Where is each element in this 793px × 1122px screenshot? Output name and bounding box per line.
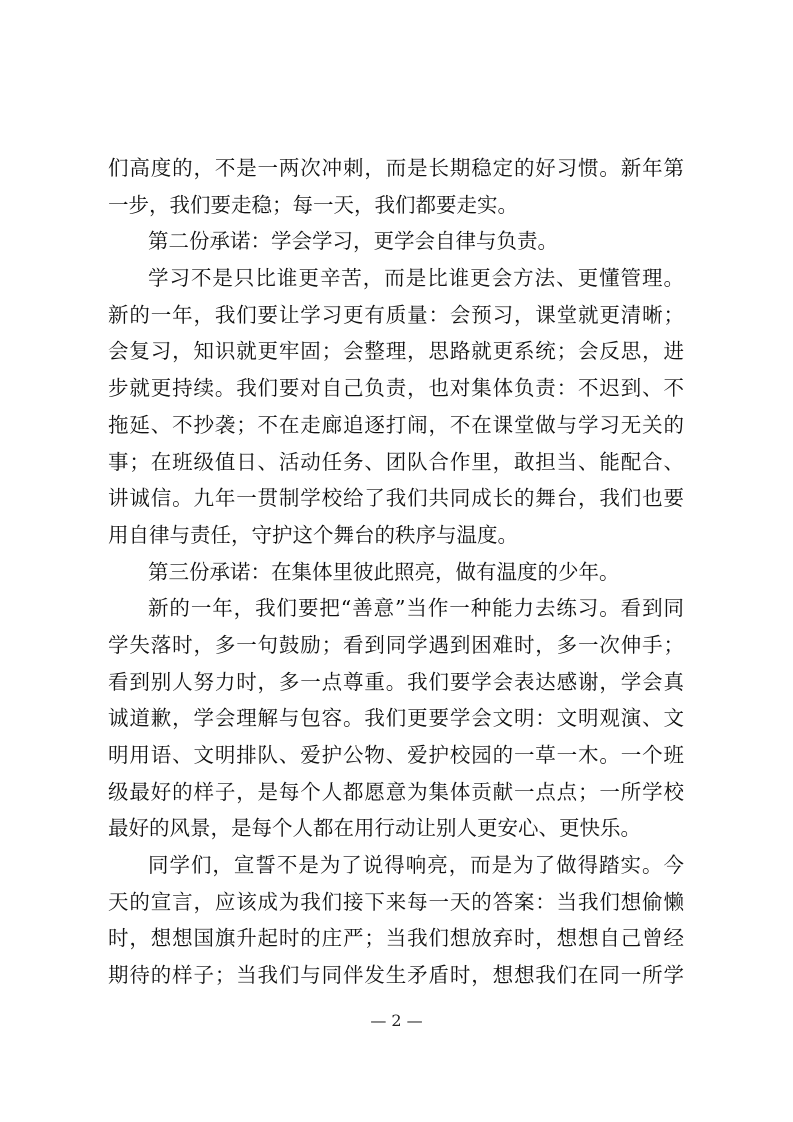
text-line: 第二份承诺：学会学习，更学会自律与负责。: [148, 229, 558, 254]
text-line: 明用语、文明排队、爱护公物、爱护校园的一草一木。一个班: [108, 743, 684, 767]
paragraph-third-promise-heading: [108, 554, 684, 591]
text-line: 们高度的，不是一两次冲刺，而是长期稳定的好习惯。新年第: [108, 156, 684, 180]
paragraph-learning: [108, 260, 684, 554]
page-number: — 2 —: [370, 1011, 423, 1030]
text-line: 学习不是只比谁更辛苦，而是比谁更会方法、更懂管理。: [148, 266, 684, 291]
paragraph-oath: [108, 847, 684, 994]
text-line: 天的宣言，应该成为我们接下来每一天的答案：当我们想偷懒: [108, 889, 684, 914]
text-line: 诚道歉，学会理解与包容。我们更要学会文明：文明观演、文: [108, 706, 684, 731]
text-line: 步就更持续。我们要对自己负责，也对集体负责：不迟到、不: [108, 376, 684, 401]
text-line: 新的一年，我们要让学习更有质量：会预习，课堂就更清晰；: [108, 302, 684, 327]
text-line: 一步，我们要走稳；每一天，我们都要走实。: [108, 192, 518, 217]
paragraph-continuation: [108, 150, 684, 223]
text-line: 拖延、不抄袭；不在走廊追逐打闹，不在课堂做与学习无关的: [108, 412, 684, 437]
text-line: 期待的样子；当我们与同伴发生矛盾时，想想我们在同一所学: [108, 963, 684, 988]
text-line: 会复习，知识就更牢固；会整理，思路就更系统；会反思，进: [108, 339, 684, 364]
paragraph-kindness: [108, 590, 684, 847]
text-line: 看到别人努力时，多一点尊重。我们要学会表达感谢，学会真: [108, 669, 684, 694]
text-line: 事；在班级值日、活动任务、团队合作里，敢担当、能配合、: [108, 449, 684, 474]
text-line: 级最好的样子，是每个人都愿意为集体贡献一点点；一所学校: [108, 779, 684, 804]
text-line: 学失落时，多一句鼓励；看到同学遇到困难时，多一次伸手；: [108, 632, 684, 657]
body-text: [108, 150, 684, 994]
text-line: 用自律与责任，守护这个舞台的秩序与温度。: [108, 522, 518, 547]
text-line: 同学们，宣誓不是为了说得响亮，而是为了做得踏实。今: [148, 853, 684, 878]
text-line: 时，想想国旗升起时的庄严；当我们想放弃时，想想自己曾经: [108, 926, 684, 951]
text-line: 新的一年，我们要把“善意”当作一种能力去练习。看到同: [148, 596, 684, 621]
paragraph-second-promise-heading: [108, 223, 684, 260]
text-line: 讲诚信。九年一贯制学校给了我们共同成长的舞台，我们也要: [108, 486, 684, 511]
text-line: 最好的风景，是每个人都在用行动让别人更安心、更快乐。: [108, 816, 641, 841]
text-line: 第三份承诺：在集体里彼此照亮，做有温度的少年。: [148, 559, 620, 584]
